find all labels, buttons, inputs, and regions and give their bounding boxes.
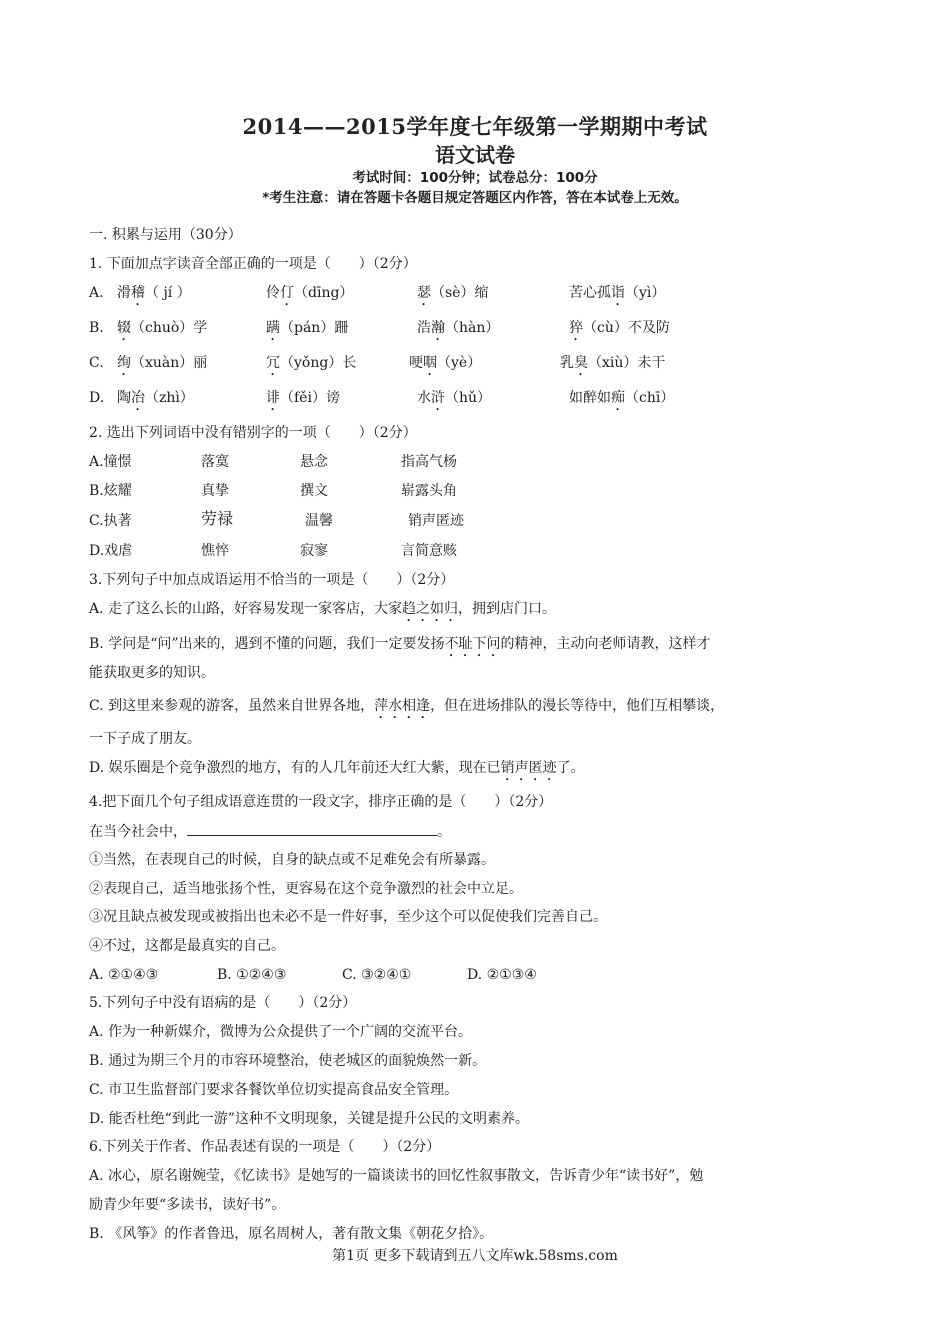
exam-notice: *考生注意：请在答题卡各题目规定答题区内作答，答在本试卷上无效。 bbox=[262, 190, 688, 206]
option-word: 落寞 bbox=[201, 454, 229, 470]
exam-subtitle: 语文试卷 bbox=[435, 143, 515, 167]
option-word: 绚（xuàn）丽 bbox=[117, 355, 208, 371]
answer-blank bbox=[187, 821, 437, 836]
q3-stem: 3.下列句子中加点成语运用不恰当的一项是（ ）（2分） bbox=[89, 572, 455, 588]
option-word: 憔悴 bbox=[201, 543, 229, 559]
q6-option-a-cont: 励青少年要“多读书，读好书”。 bbox=[89, 1197, 286, 1213]
q4-sentence-3: ③况且缺点被发现或被指出也未必不是一件好事，至少这个可以促使我们完善自己。 bbox=[89, 909, 607, 925]
option-b: B. ①②④③ bbox=[217, 967, 287, 983]
q5-option-d: D. 能否杜绝“到此一游”这种不文明现象，关键是提升公民的文明素养。 bbox=[89, 1111, 529, 1127]
option-word: 水浒（hǔ） bbox=[417, 390, 492, 406]
q3-option-a: A. 走了这么长的山路，好容易发现一家客店，大家趋之如归，拥到店门口。 bbox=[89, 601, 557, 617]
option-word: 寂寥 bbox=[300, 543, 328, 559]
exam-title: 2014——2015学年度七年级第一学期期中考试 bbox=[242, 114, 708, 139]
option-word: 滑稽（ jí ） bbox=[117, 285, 191, 301]
option-label: A. bbox=[89, 285, 104, 301]
q6-stem: 6.下列关于作者、作品表述有误的一项是（ ）（2分） bbox=[89, 1139, 441, 1155]
option-word: 悬念 bbox=[300, 454, 328, 470]
option-word: D.戏虐 bbox=[89, 543, 133, 559]
q4-sentence-1: ①当然，在表现自己的时候，自身的缺点或不足难免会有所暴露。 bbox=[89, 852, 495, 868]
q3-option-b: B. 学问是“问”出来的，遇到不懂的问题，我们一定要发扬不耻下问的精神，主动向老师请教，这样才 bbox=[89, 636, 711, 652]
option-word: 瑟（sè）缩 bbox=[417, 285, 489, 301]
q3-option-c: C. 到这里来参观的游客，虽然来自世界各地，萍水相逢，但在进场排队的漫长等待中，他们互相攀谈， bbox=[89, 698, 725, 714]
option-label: B. bbox=[89, 320, 104, 336]
option-word: A.憧憬 bbox=[89, 454, 132, 470]
q4-lead-sentence: 在当今社会中， 。 bbox=[89, 821, 451, 842]
option-label: D. bbox=[89, 390, 105, 406]
q5-stem: 5.下列句子中没有语病的是（ ）（2分） bbox=[89, 995, 357, 1011]
option-word: 诽（fěi）谤 bbox=[266, 390, 340, 406]
q4-sentence-4: ④不过，这都是最真实的自己。 bbox=[89, 938, 285, 954]
option-word: 伶仃（dīng） bbox=[266, 285, 354, 301]
option-word: 指高气杨 bbox=[401, 454, 457, 470]
q5-option-c: C. 市卫生监督部门要求各餐饮单位切实提高食品安全管理。 bbox=[89, 1082, 459, 1098]
option-word: 辍（chuò）学 bbox=[117, 320, 208, 336]
option-word: 冗（yǒng）长 bbox=[266, 355, 357, 371]
option-c: C. ③②④① bbox=[342, 967, 412, 983]
page-footer: 第1页 更多下载请到五八文库wk.58sms.com bbox=[332, 1248, 618, 1264]
q6-option-a: A. 冰心，原名谢婉莹，《忆读书》是她写的一篇谈读书的回忆性叙事散文，告诉青少年“读书好”，勉 bbox=[89, 1168, 704, 1184]
option-label: C. bbox=[89, 355, 104, 371]
option-word: 撰文 bbox=[300, 483, 328, 499]
option-word: 浩瀚（hàn） bbox=[417, 320, 500, 336]
q3-option-d: D. 娱乐圈是个竞争激烈的地方，有的人几年前还大红大紫，现在已销声匿迹了。 bbox=[89, 760, 585, 776]
option-word: 销声匿迹 bbox=[408, 513, 464, 529]
option-word: B.炫耀 bbox=[89, 483, 132, 499]
q5-option-a: A. 作为一种新媒介，微博为公众提供了一个广阔的交流平台。 bbox=[89, 1024, 473, 1040]
option-word: 温馨 bbox=[305, 513, 333, 529]
option-word: 如醉如痴（chī） bbox=[569, 390, 675, 406]
option-word: 真挚 bbox=[201, 483, 229, 499]
q4-stem: 4.把下面几个句子组成语意连贯的一段文字，排序正确的是（ ）（2分） bbox=[89, 794, 553, 810]
option-word: 劳禄 bbox=[201, 509, 234, 528]
option-a: A. ②①④③ bbox=[89, 967, 159, 983]
option-word: C.执著 bbox=[89, 513, 132, 529]
option-word: 言简意赅 bbox=[401, 543, 457, 559]
option-word: 乳臭（xiù）未干 bbox=[560, 355, 666, 371]
q3-option-b-cont: 能获取更多的知识。 bbox=[89, 665, 215, 681]
q6-option-b: B. 《风筝》的作者鲁迅，原名周树人，著有散文集《朝花夕拾》。 bbox=[89, 1226, 494, 1242]
q1-stem: 1. 下面加点字读音全部正确的一项是（ ）（2分） bbox=[89, 256, 417, 272]
exam-info: 考试时间：100分钟；试卷总分：100分 bbox=[352, 170, 598, 186]
option-d: D. ②①③④ bbox=[467, 967, 537, 983]
q4-sentence-2: ②表现自己，适当地张扬个性，更容易在这个竞争激烈的社会中立足。 bbox=[89, 881, 523, 897]
q3-option-c-cont: 一下子成了朋友。 bbox=[89, 731, 201, 747]
option-word: 猝（cù）不及防 bbox=[569, 320, 670, 336]
option-word: 哽咽（yè） bbox=[409, 355, 482, 371]
option-word: 崭露头角 bbox=[401, 483, 457, 499]
q5-option-b: B. 通过为期三个月的市容环境整治，使老城区的面貌焕然一新。 bbox=[89, 1053, 487, 1069]
option-word: 蹒（pán）跚 bbox=[266, 320, 349, 336]
q2-stem: 2. 选出下列词语中没有错别字的一项（ ）（2分） bbox=[89, 425, 417, 441]
option-word: 苦心孤诣（yì） bbox=[569, 285, 666, 301]
option-word: 陶冶（zhì） bbox=[117, 390, 194, 406]
section-heading: 一. 积累与运用（30分） bbox=[89, 227, 242, 243]
